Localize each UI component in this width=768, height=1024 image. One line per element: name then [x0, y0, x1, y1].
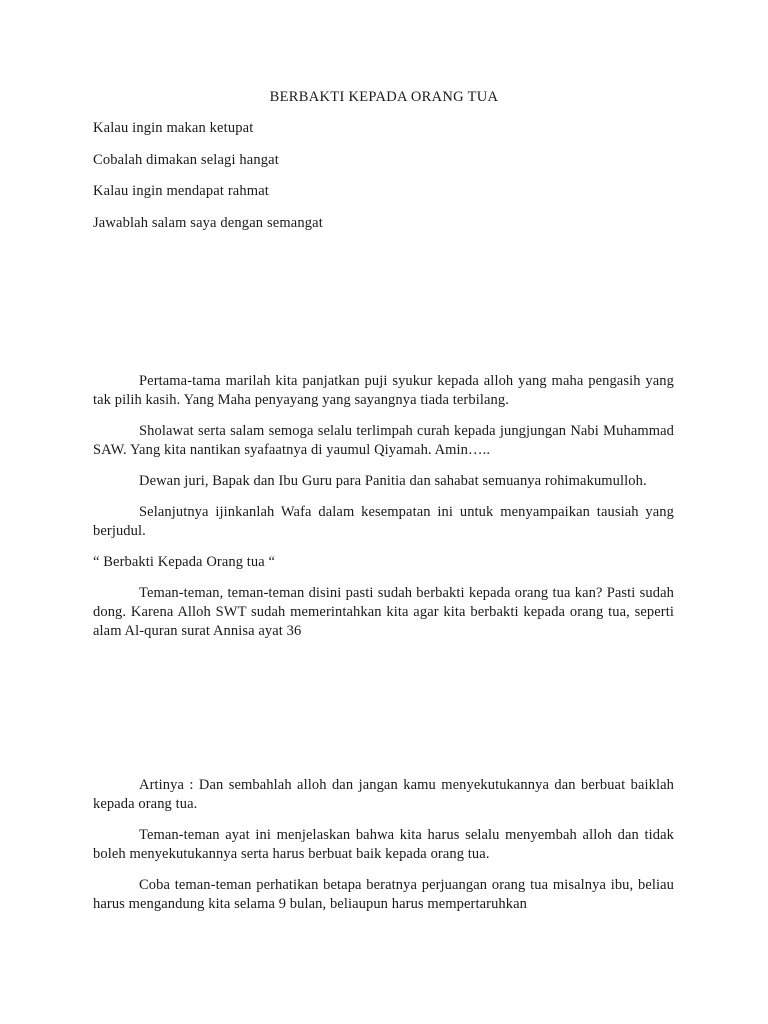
paragraph-mother-struggle: Coba teman-teman perhatikan betapa beratnya perjuangan orang tua misalnya ibu, beliau harus mengandung kita selama 9 bulan, beliaupun harus mempertaruhkan: [93, 877, 674, 912]
pantun-line: Jawablah salam saya dengan semangat: [93, 214, 323, 231]
paragraph-greeting: Dewan juri, Bapak dan Ibu Guru para Panitia dan sahabat semuanya rohimakumulloh.: [139, 473, 647, 489]
paragraph-topic-title: “ Berbakti Kepada Orang tua “: [93, 554, 276, 570]
paragraph-translation: Artinya : Dan sembahlah alloh dan jangan kamu menyekutukannya dan berbuat baiklah kepada orang tua.: [93, 777, 674, 812]
paragraph-opening-praise: Pertama-tama marilah kita panjatkan puji syukur kepada alloh yang maha pengasih yang tak pilih kasih. Yang Maha penyayang yang sayangnya tiada terbilang.: [93, 373, 674, 408]
pantun-line: Cobalah dimakan selagi hangat: [93, 151, 279, 168]
paragraph-quran-reference: Teman-teman, teman-teman disini pasti sudah berbakti kepada orang tua kan? Pasti sudah dong. Karena Alloh SWT sudah memerintahkan kita agar kita berbakti kepada orang tua, seperti alam Al-quran surat Annisa ayat 36: [93, 585, 674, 639]
opening-pantun: [93, 119, 693, 245]
document-title: BERBAKTI KEPADA ORANG TUA: [269, 89, 499, 105]
speech-body-part-1: [93, 372, 674, 653]
paragraph-explanation: Teman-teman ayat ini menjelaskan bahwa kita harus selalu menyembah alloh dan tidak boleh menyekutukannya serta harus berbuat baik kepada orang tua.: [93, 827, 674, 862]
paragraph-introduction: Selanjutnya ijinkanlah Wafa dalam kesempatan ini untuk menyampaikan tausiah yang berjudul.: [93, 504, 674, 539]
pantun-line: Kalau ingin makan ketupat: [93, 120, 254, 136]
paragraph-sholawat: Sholawat serta salam semoga selalu terlimpah curah kepada jungjungan Nabi Muhammad SAW. Yang kita nantikan syafaatnya di yaumul Qiyamah. Amin…..: [93, 423, 674, 458]
pantun-line: Kalau ingin mendapat rahmat: [93, 183, 269, 199]
speech-body-part-2: [93, 776, 674, 926]
